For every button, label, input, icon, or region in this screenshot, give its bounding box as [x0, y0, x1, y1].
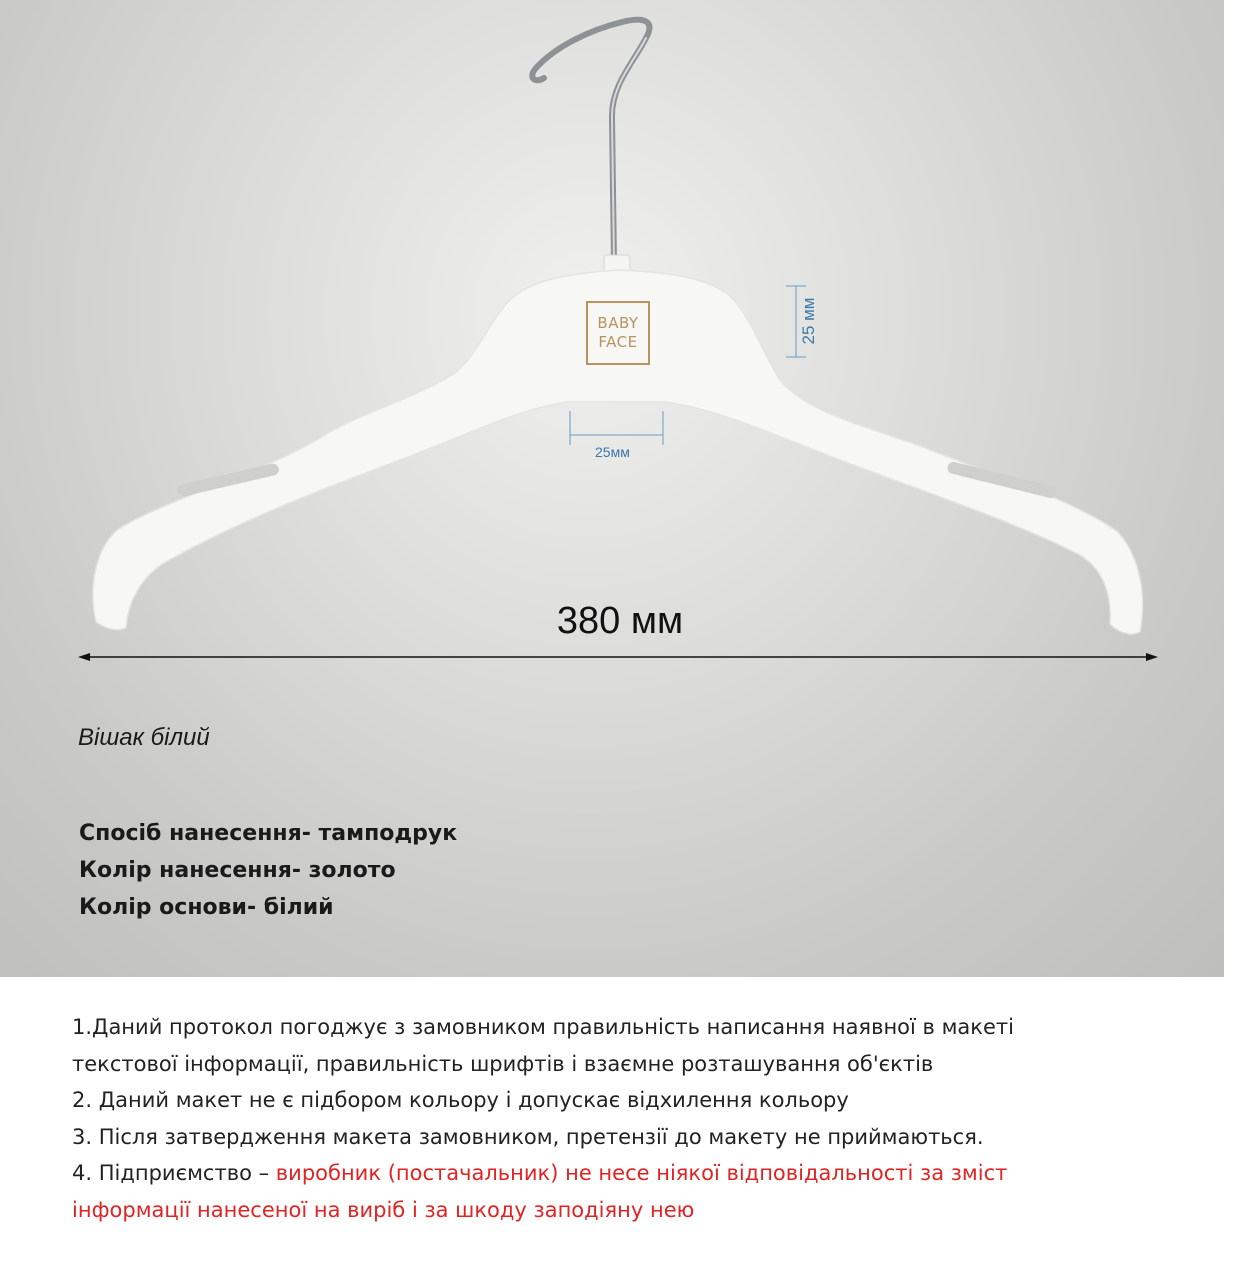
logo-width-label: 25мм	[595, 444, 630, 460]
approval-notes	[72, 1009, 1172, 1228]
print-specs	[79, 815, 457, 926]
liability-warning: виробник (постачальник) не несе ніякої відповідальності за зміст	[275, 1161, 1008, 1185]
logo-line-2: FACE	[598, 333, 638, 351]
liability-warning-cont: інформації нанесеної на виріб і за шкоду заподіяну нею	[72, 1197, 695, 1222]
note-prefix: 4. Підприємство –	[72, 1161, 276, 1185]
total-width-arrow	[78, 653, 1158, 661]
product-name: Вішак білий	[78, 724, 210, 751]
spec-method: Спосіб нанесення- тамподрук	[79, 821, 458, 846]
note-line: 3. Після затвердження макета замовником, претензії до макету не приймаються.	[72, 1124, 984, 1149]
baby-face-logo	[586, 301, 650, 365]
total-width-label: 380 мм	[556, 600, 684, 642]
spec-print-color: Колір нанесення- золото	[79, 858, 396, 883]
logo-width-dimension	[570, 411, 663, 445]
logo-height-label: 25 мм	[799, 297, 818, 345]
hanger-hook	[532, 20, 649, 262]
note-line: 1.Даний протокол погоджує з замовником правильність написання наявної в макеті	[72, 1015, 1014, 1039]
logo-line-1: BABY	[597, 314, 639, 332]
note-line: текстової інформації, правильність шрифтів і взаємне розташування об'єктів	[72, 1051, 934, 1076]
note-line: 2. Даний макет не є підбором кольору і допускає відхилення кольору	[72, 1088, 849, 1112]
note-line	[72, 1155, 1172, 1192]
spec-base-color: Колір основи- білий	[79, 895, 334, 920]
